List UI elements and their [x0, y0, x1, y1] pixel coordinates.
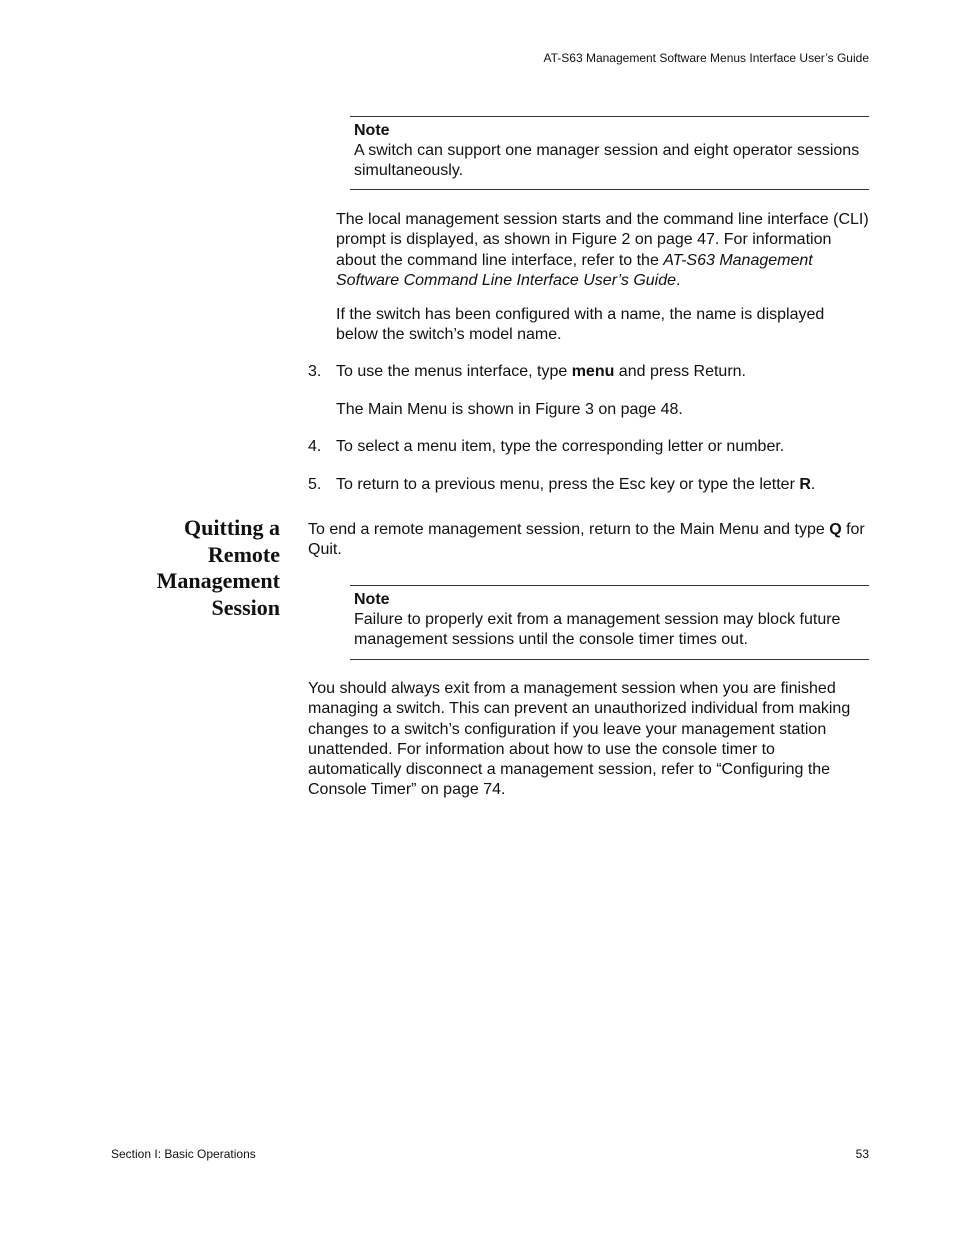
paragraph-end: . — [676, 271, 681, 289]
key-r: R — [799, 476, 811, 493]
step-number: 4. — [308, 438, 322, 455]
paragraph: If the switch has been configured with a name, the name is displayed below the switch’s model name. — [336, 306, 825, 344]
step-subtext: The Main Menu is shown in Figure 3 on page 48. — [336, 401, 683, 418]
step-text: To use the menus interface, type menu and press Return. — [336, 363, 746, 380]
note-box — [350, 116, 869, 190]
note-text: Failure to properly exit from a management session may block future management sessions until the console timer times out. — [354, 611, 841, 649]
step-number: 3. — [308, 363, 322, 380]
note-title: Note — [354, 122, 390, 139]
running-header: AT-S63 Management Software Menus Interface User’s Guide — [543, 51, 869, 65]
paragraph: You should always exit from a management session when you are finished managing a switch. This can prevent an unauthorized individual from making changes to a switch’s configuration if you leave your management station unattended. For information about how to use the console timer to automatically disconnect a management session, refer to “Configuring the Console Timer” on page 74. — [308, 680, 851, 799]
step-text: To select a menu item, type the corresponding letter or number. — [336, 438, 785, 455]
section-intro: To end a remote management session, return to the Main Menu and type Q for Quit. — [308, 521, 865, 559]
page-number: 53 — [855, 1147, 869, 1161]
footer-section: Section I: Basic Operations — [111, 1147, 256, 1161]
note-title: Note — [354, 591, 390, 608]
command-menu: menu — [571, 363, 615, 380]
paragraph — [336, 210, 870, 291]
section-heading: Quitting a Remote Management Session — [156, 515, 280, 620]
key-q: Q — [829, 521, 842, 538]
note-text: A switch can support one manager session and eight operator sessions simultaneously. — [354, 142, 860, 180]
guide-title: AT-S63 Management Software Command Line Interface User’s Guide — [336, 251, 813, 289]
note-box — [350, 585, 869, 660]
step-number: 5. — [308, 476, 322, 493]
step-text: To return to a previous menu, press the Esc key or type the letter R. — [336, 476, 816, 493]
paragraph-text: The local management session starts and the command line interface (CLI) prompt is displayed, as shown in Figure 2 on page 47. For information about the command line interface, refer to the — [336, 211, 869, 269]
